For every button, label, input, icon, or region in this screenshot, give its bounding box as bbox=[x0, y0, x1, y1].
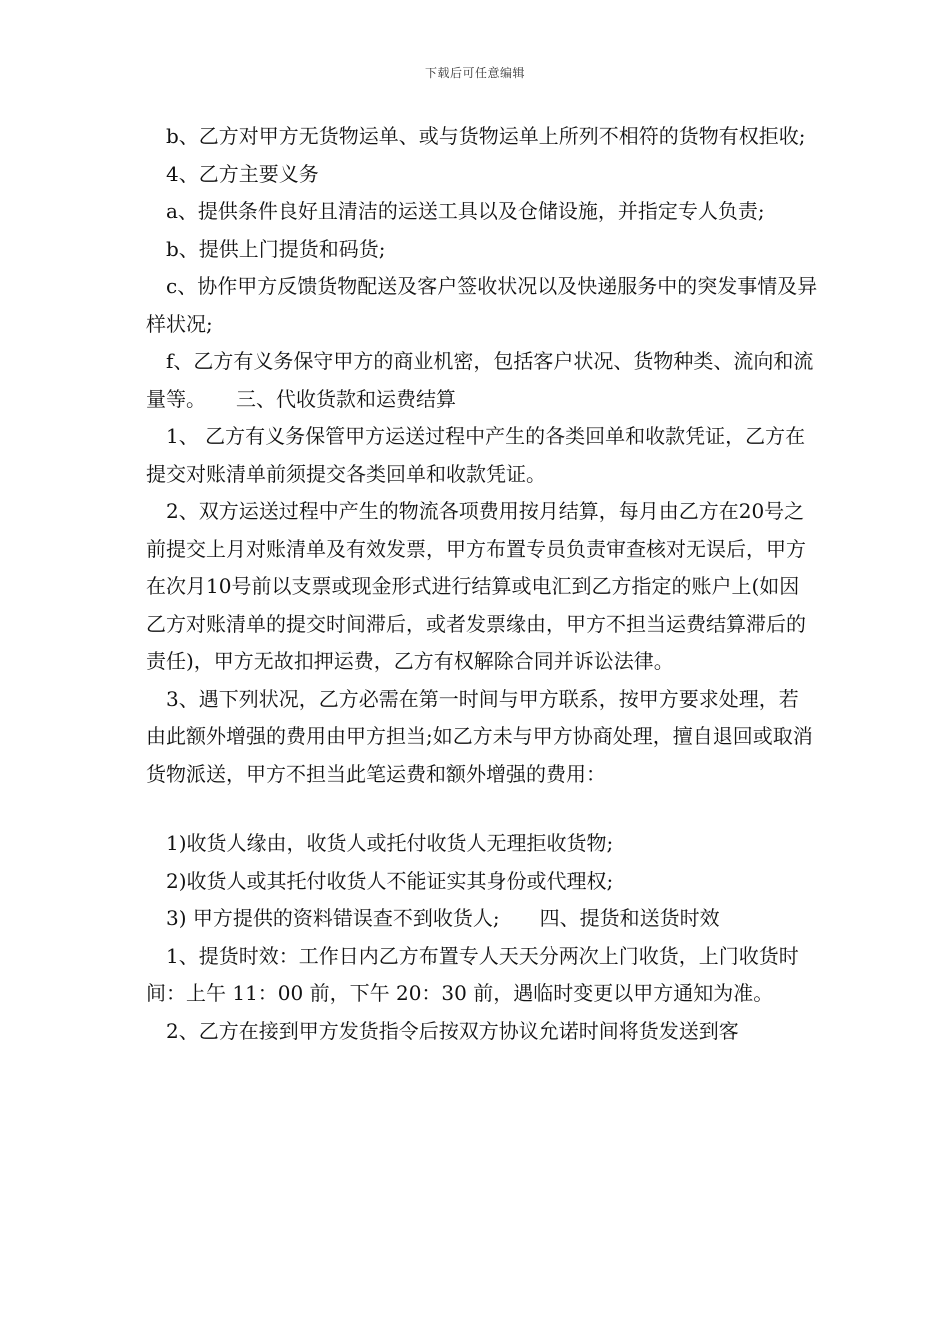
list-item-1-refuse: 1)收货人缘由，收货人或托付收货人无理拒收货物; bbox=[166, 831, 614, 855]
list-item-3-wrong-info: 3) 甲方提供的资料错误查不到收货人; 四、提货和送货时效 bbox=[166, 906, 720, 930]
paragraph-1-receipts: 1、 乙方有义务保管甲方运送过程中产生的各类回单和收款凭证，乙方在提交对账清单前须提交各类回单和收款凭证。 bbox=[146, 424, 806, 486]
paragraph-4-obligations: 4、乙方主要义务 bbox=[166, 161, 319, 186]
paragraph-a-tools: a、提供条件良好且清洁的运送工具以及仓储设施，并指定专人负责; bbox=[166, 199, 765, 223]
paragraph-2-settlement: 2、双方运送过程中产生的物流各项费用按月结算，每月由乙方在20号之前提交上月对账清单及有效发票，甲方布置专员负责审查核对无误后，甲方在次月10号前以支票或现金形式进行结算或电汇到乙方指定的账户上(如因乙方对账清单的提交时间滞后，或者发票缘由，甲方不担当运费结算滞后的责任)，甲方无故扣押运费，乙方有权解除合同并诉讼法律。 bbox=[146, 499, 806, 673]
list-item-2-identity: 2)收货人或其托付收货人不能证实其身份或代理权; bbox=[166, 868, 614, 893]
page-header: 下载后可任意编辑 bbox=[424, 66, 525, 80]
document-body bbox=[146, 118, 818, 1050]
paragraph-1-pickup-time: 1、提货时效：工作日内乙方布置专人天天分两次上门收货，上门收货时间：上午 11：00 前，下午 20：30 前，遇临时变更以甲方通知为准。 bbox=[146, 943, 799, 1005]
spacer bbox=[146, 793, 818, 825]
paragraph-b-reject: b、乙方对甲方无货物运单、或与货物运单上所列不相符的货物有权拒收; bbox=[166, 124, 806, 148]
paragraph-c-feedback: c、协作甲方反馈货物配送及客户签收状况以及快递服务中的突发事情及异样状况; bbox=[146, 274, 818, 336]
paragraph-f-confidential: f、乙方有义务保守甲方的商业机密，包括客户状况、货物种类、流向和流量等。 三、代收货款和运费结算 bbox=[146, 349, 814, 411]
paragraph-2-delivery: 2、乙方在接到甲方发货指令后按双方协议允诺时间将货发送到客 bbox=[166, 1018, 739, 1043]
paragraph-3-situations: 3、遇下列状况，乙方必需在第一时间与甲方联系，按甲方要求处理，若由此额外增强的费用由甲方担当;如乙方未与甲方协商处理，擅自退回或取消货物派送，甲方不担当此笔运费和额外增强的费用： bbox=[146, 686, 813, 786]
paragraph-b-pickup: b、提供上门提货和码货; bbox=[166, 236, 386, 261]
